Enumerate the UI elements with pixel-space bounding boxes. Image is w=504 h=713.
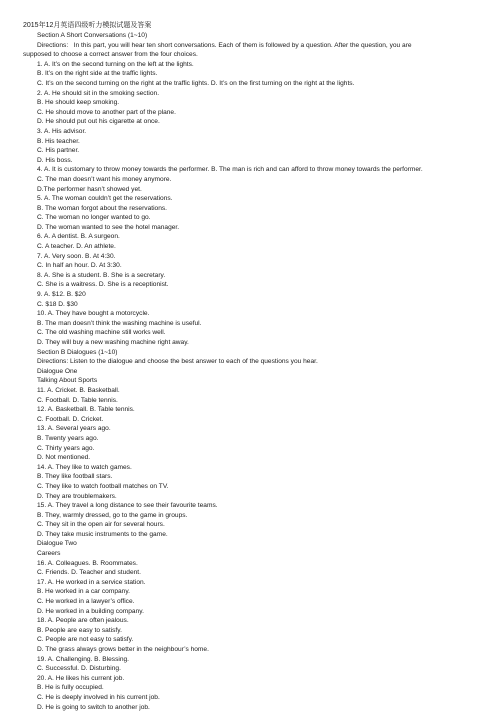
text-line: C. Football. D. Cricket.	[37, 415, 104, 423]
text-line: 5. A. The woman couldn’t get the reservations.	[37, 195, 173, 203]
text-line: C. They like to watch football matches on TV.	[37, 482, 169, 490]
text-line: D. He should put out his cigarette at once.	[37, 118, 160, 126]
text-line: C. They sit in the open air for several hours.	[37, 521, 165, 529]
text-line: Dialogue One	[37, 367, 78, 375]
text-line: B. The woman forgot about the reservations.	[37, 204, 167, 212]
text-line: B. He worked in a car company.	[37, 588, 130, 596]
text-line: C. Football. D. Table tennis.	[37, 396, 118, 404]
text-line: C. The woman no longer wanted to go.	[37, 214, 151, 222]
text-line: D. They will buy a new washing machine right away.	[37, 339, 189, 346]
text-line: C. People are not easy to satisfy.	[37, 636, 134, 644]
text-line: 17. A. He worked in a service station.	[37, 578, 146, 586]
text-line: C. He should move to another part of the plane.	[37, 108, 176, 116]
text-line: B. The man doesn’t think the washing machine is useful.	[37, 319, 202, 327]
document-body	[0, 31, 504, 712]
text-line: 3. A. His advisor.	[37, 127, 87, 135]
text-line: B. He should keep smoking.	[37, 99, 120, 107]
text-line: C. She is a waitress. D. She is a receptionist.	[37, 281, 169, 289]
text-line: D. They take music instruments to the game.	[37, 530, 168, 538]
text-line: Talking About Sports	[37, 377, 98, 385]
text-line: 8. A. She is a student. B. She is a secretary.	[37, 271, 166, 279]
text-line: D. They are troublemakers.	[37, 492, 117, 500]
document-title: 2015年12月英语四级听力模拟试题及答案	[23, 22, 152, 29]
text-line: C. He worked in a lawyer’s office.	[37, 598, 135, 606]
text-line: 13. A. Several years ago.	[37, 425, 111, 433]
text-line: Section A Short Conversations (1~10)	[37, 32, 148, 39]
text-line: Careers	[37, 550, 61, 558]
text-line: B. He is fully occupied.	[37, 684, 104, 692]
text-line: C. $18 D. $30	[37, 300, 78, 308]
text-line: C. He is deeply involved in his current job.	[37, 693, 160, 701]
text-line: D. His boss.	[37, 156, 73, 164]
text-line: C. Thirty years ago.	[37, 444, 95, 452]
text-line: D.The performer hasn’t showed yet.	[37, 185, 142, 193]
text-line: 1. A. It’s on the second turning on the left at the lights.	[37, 60, 194, 68]
text-line: 6. A. A dentist. B. A surgeon.	[37, 233, 120, 241]
text-line: 16. A. Colleagues. B. Roommates.	[37, 559, 138, 567]
text-line: C. A teacher. D. An athlete.	[37, 243, 116, 251]
text-line: C. His partner.	[37, 147, 80, 155]
text-line: C. The man doesn’t want his money anymore.	[37, 175, 172, 183]
text-line: Directions: Listen to the dialogue and choose the best answer to each of the questions you hear.	[37, 358, 318, 366]
text-line: B. They like football stars.	[37, 473, 113, 481]
text-line: 12. A. Basketball. B. Table tennis.	[37, 406, 135, 414]
text-line: B. His teacher.	[37, 137, 80, 145]
text-line: 20. A. He likes his current job.	[37, 674, 125, 682]
text-line: B. It’s on the right side at the traffic lights.	[37, 70, 158, 78]
text-line: C. Successful. D. Disturbing.	[37, 665, 121, 673]
text-line: 7. A. Very soon. B. At 4:30.	[37, 252, 116, 260]
text-line: D. He worked in a building company.	[37, 607, 144, 615]
text-line: supposed to choose a correct answer from the four choices.	[23, 51, 198, 59]
text-line: B. They, warmly dressed, go to the game in groups.	[37, 511, 188, 519]
text-line: 4. A. It is customary to throw money towards the performer. B. The man is rich and can afford to throw money towards the performer.	[37, 166, 423, 174]
text-line: B. People are easy to satisfy.	[37, 626, 122, 634]
text-line: C. It’s on the second turning on the right at the traffic lights. D. It’s on the first turning on the right at the lights.	[37, 79, 355, 87]
text-line: 15. A. They travel a long distance to see their favourite teams.	[37, 502, 218, 510]
text-line: D. Not mentioned.	[37, 454, 91, 462]
text-line: C. Friends. D. Teacher and student.	[37, 569, 141, 577]
text-line: 18. A. People are often jealous.	[37, 617, 129, 625]
text-line: 10. A. They have bought a motorcycle.	[37, 310, 150, 318]
text-line: C. In half an hour. D. At 3:30.	[37, 262, 122, 270]
text-line: 9. A. $12. B. $20	[37, 291, 86, 299]
text-line: 14. A. They like to watch games.	[37, 463, 132, 471]
text-line: 11. A. Cricket. B. Basketball.	[37, 386, 120, 394]
text-line: Dialogue Two	[37, 540, 77, 548]
text-line: B. Twenty years ago.	[37, 434, 99, 442]
text-line: C. The old washing machine still works well.	[37, 329, 166, 337]
text-line: 19. A. Challenging. B. Blessing.	[37, 655, 130, 663]
text-line: D. The grass always grows better in the neighbour’s home.	[37, 646, 209, 653]
text-line: Directions: In this part, you will hear ten short conversations. Each of them is followed by a question. After the question, you are	[37, 41, 412, 49]
text-line: Section B Dialogues (1~10)	[37, 348, 118, 356]
text-line: D. The woman wanted to see the hotel manager.	[37, 223, 180, 231]
text-line: D. He is going to switch to another job.	[37, 703, 150, 711]
text-line: 2. A. He should sit in the smoking section.	[37, 89, 160, 97]
